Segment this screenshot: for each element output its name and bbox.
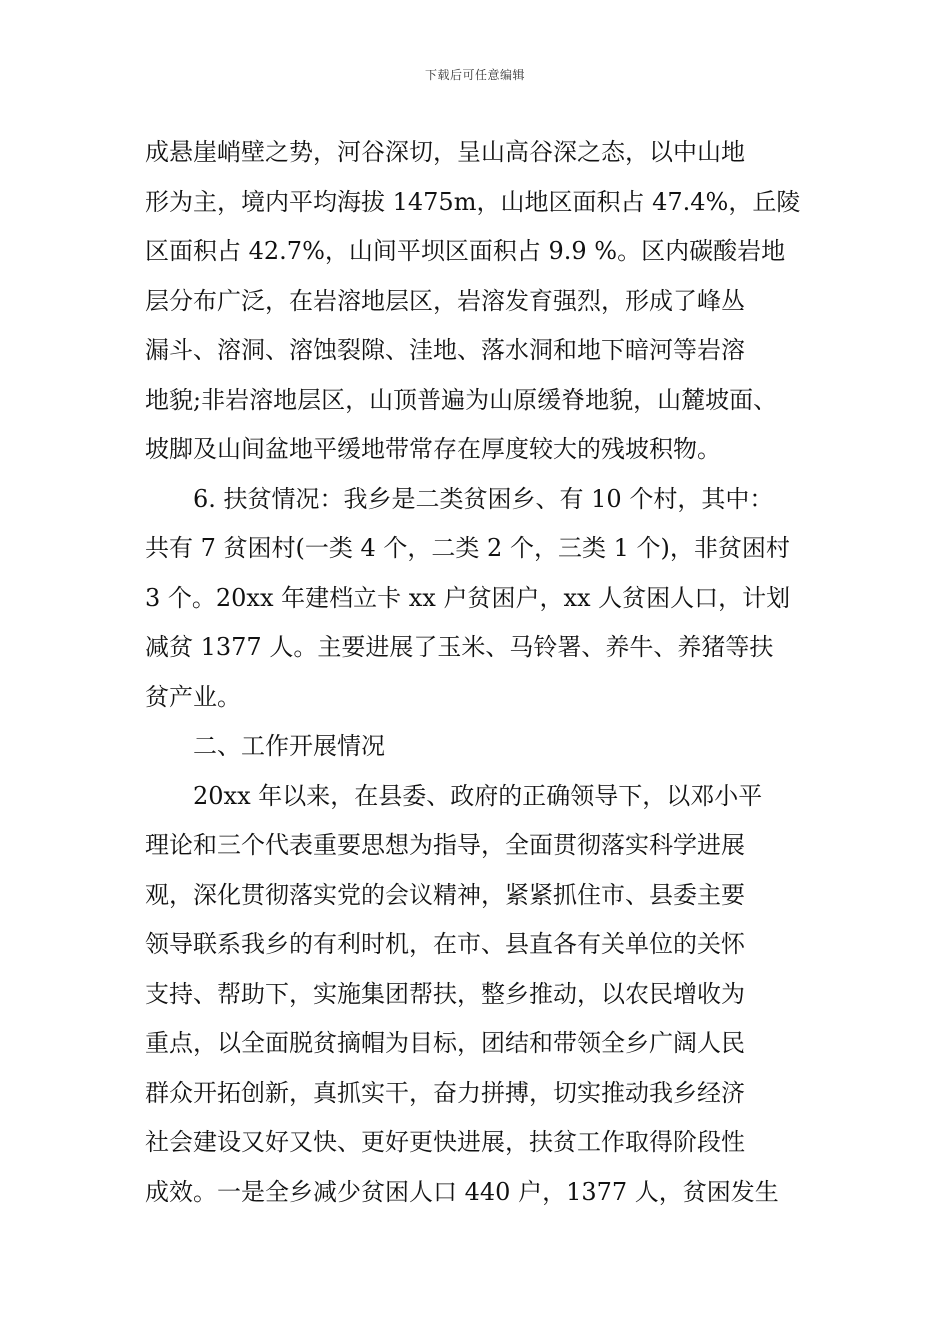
text-line: 领导联系我乡的有利时机，在市、县直各有关单位的关怀 — [145, 930, 745, 958]
text-line: 地貌;非岩溶地层区，山顶普遍为山原缓脊地貌，山麓坡面、 — [145, 385, 778, 414]
text-line: 成悬崖峭壁之势，河谷深切，呈山高谷深之态，以中山地 — [145, 138, 745, 166]
text-line: 漏斗、溶洞、溶蚀裂隙、洼地、落水洞和地下暗河等岩溶 — [145, 336, 745, 364]
text-line: 贫产业。 — [145, 682, 241, 711]
text-line: 共有 7 贫困村(一类 4 个，二类 2 个，三类 1 个)，非贫困村 — [145, 534, 790, 562]
text-line: 支持、帮助下，实施集团帮扶，整乡推动，以农民增收为 — [145, 979, 745, 1008]
document-body — [145, 128, 815, 1217]
text-line: 20xx 年以来，在县委、政府的正确领导下，以邓小平 — [193, 781, 763, 810]
text-line: 社会建设又好又快、更好更快进展，扶贫工作取得阶段性 — [145, 1128, 745, 1156]
text-line: 6. 扶贫情况：我乡是二类贫困乡、有 10 个村，其中： — [193, 484, 774, 513]
text-line: 二、工作开展情况 — [193, 732, 385, 760]
text-line: 观，深化贯彻落实党的会议精神，紧紧抓住市、县委主要 — [145, 880, 745, 909]
page-header-note: 下载后可任意编辑 — [424, 68, 525, 82]
text-line: 坡脚及山间盆地平缓地带常存在厚度较大的残坡积物。 — [145, 435, 721, 463]
text-line: 理论和三个代表重要思想为指导，全面贯彻落实科学进展 — [145, 831, 745, 859]
text-line: 形为主，境内平均海拔 1475m，山地区面积占 47.4%，丘陵 — [145, 187, 801, 216]
text-line: 成效。一是全乡减少贫困人口 440 户，1377 人，贫困发生 — [145, 1177, 779, 1206]
text-line: 群众开拓创新，真抓实干，奋力拼搏，切实推动我乡经济 — [145, 1078, 745, 1107]
text-line: 层分布广泛，在岩溶地层区，岩溶发育强烈，形成了峰丛 — [145, 286, 745, 315]
text-line: 3 个。20xx 年建档立卡 xx 户贫困户，xx 人贫困人口，计划 — [145, 583, 791, 612]
text-line: 重点，以全面脱贫摘帽为目标，团结和带领全乡广阔人民 — [145, 1029, 745, 1057]
text-line: 区面积占 42.7%，山间平坝区面积占 9.9 %。区内碳酸岩地 — [145, 237, 786, 265]
text-line: 减贫 1377 人。主要进展了玉米、马铃署、养牛、养猪等扶 — [145, 633, 774, 661]
